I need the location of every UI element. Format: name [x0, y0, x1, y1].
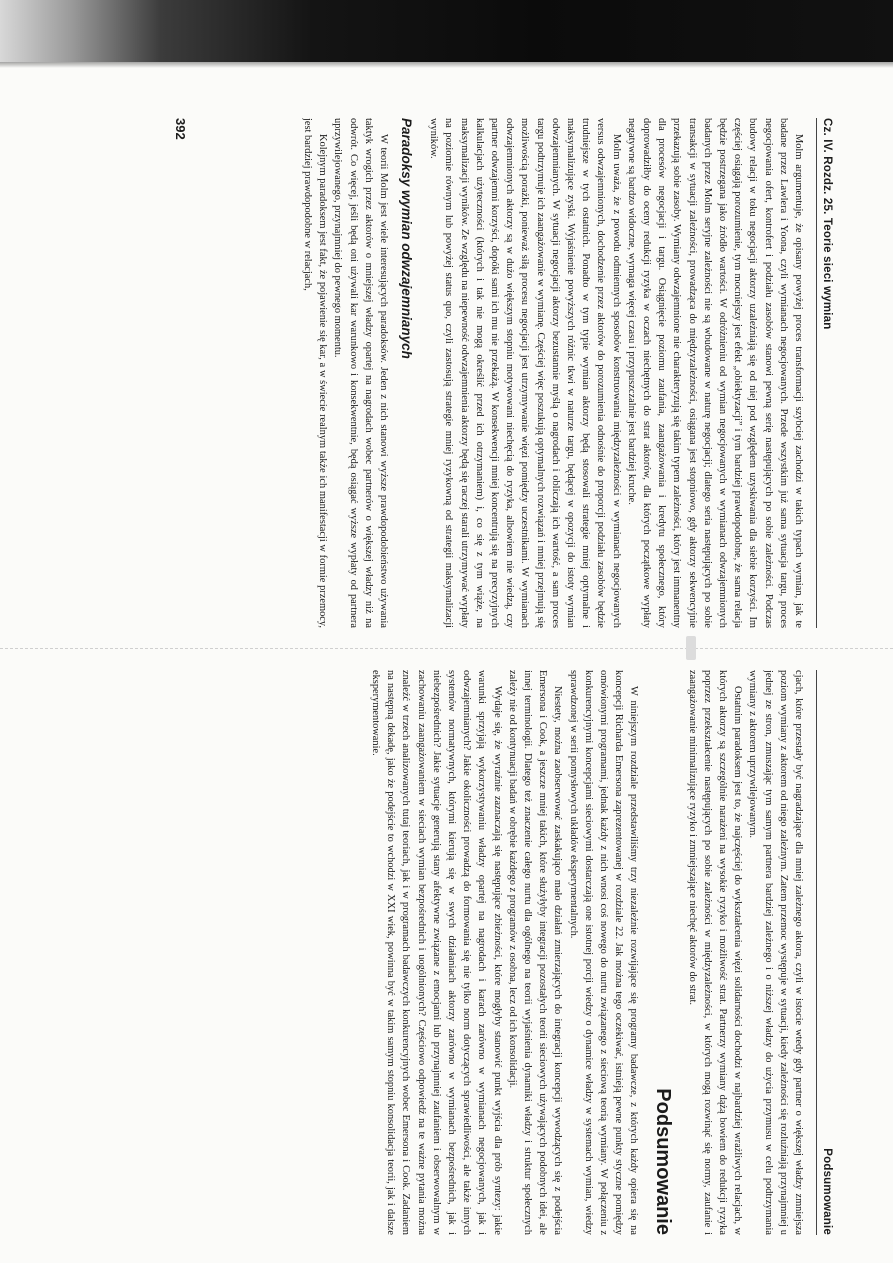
paragraph: Molm argumentuje, że opisany powyżej proces transformacji szybciej zachodzi w takich typach wymian, jak te badane przez Lawlera i Yoona, czyli wymianach negocjowanych. Przede wszystkim już sama sytuacja targu, proces negocjowania ofert, kontrofert i podziału zasobów stanowi pewną serię następujących po sobie zależności. Podczas budowy relacji w toku negocjacji aktorzy uzależniają się od niej pod względem uzyskiwania dla siebie korzyści. Im częściej osiągają porozumienie, tym mocniejszy jest efekt „obiektyzacji” i tym bardziej prawdopodobne, że sama relacja będzie postrzegana jako źródło wartości. W odróżnieniu od wymian negocjowanych w wymianach odwzajemnionych badanych przez Molm seryjne zależności nie są wbudowane w naturę negocjacji; dlatego seria następujących po sobie transakcji w sytuacji zależności, prowadząca do międzyzależności, osiągana jest stopniowo, gdy aktorzy sekwencyjnie przekazują sobie zasoby. Wymiany odwzajemnione nie charakteryzują się takim typem zależności, który jest immanentny dla procesów negocjacji i targu. Osiągnięcie poziomu zaufania, zaangażowania i kredytu społecznego, który doprowadziłby do oceny redukcji ryzyka w oczach niechętnych do strat aktorów, dla których początkowe wypłaty negatywne są bardzo widoczne, wymaga więcej czasu i przypuszczalnie jest bardziej kruche.: [625, 118, 804, 628]
page-number: 392: [173, 118, 188, 140]
paragraph: W niniejszym rozdziale przedstawiliśmy trzy niezależnie rozwijające się programy badawcze, z których każdy opiera się na koncepcji Richarda Emersona zaprezentowanej w rozdziale 22. Jak można tego oczekiwać, istnieją pewne punkty styczne pomiędzy omówionymi programami, jednak każdy z nich wnosi coś nowego do nurtu związanego z sieciową teorią wymiany. W połączeniu z konkurencyjnymi koncepcjami sieciowymi dostarczają one istotnej porcji wiedzy o dynamice władzy w systemach wymian, wiedzy sprawdzonej w serii pomysłowych układów eksperymentalnych.: [567, 670, 640, 1235]
running-head-right: Podsumowanie: [816, 670, 833, 1235]
paragraph: cjach, które przestały być nagradzające dla mniej zależnego aktora, czyli w istocie wtedy gdy partner o większej władzy zmniejsza poziom wymiany z aktorem od niego zależnym. Zatem przemoc występuje w sytuacji, kiedy zależności się rozluźniają przynajmniej u jednej ze stron, zmuszając tym samym partnera bardziej zależnego i o niższej władzy do użycia przymusu w celu podtrzymania wymiany z aktorem uprzywilejowanym.: [747, 670, 804, 1235]
paragraph: Molm uważa, że z powodu odmiennych sposobów konstruowania międzyzależności w wymianach negocjowanych versus odwzajemnionych, dochodzenie przez aktorów do porozumienia odnośnie do proporcji podziału zasobów będzie trudniejsze w tych ostatnich. Ponadto w tym typie wymian aktorzy będą stosowali strategie mniej optymalne i maksymalizujące zyski. Wyjaśnienie powyższych różnic tkwi w naturze targu, będącej w opozycji do istoty wymian odwzajemnianych. W sytuacji negocjacji aktorzy bezustannie myślą o nagrodach i obliczają ich wartość, a sam proces targu podtrzymuje ich zaangażowanie w wymianę. Częściej więc poszukują optymalnych rozwiązań i mniej przejmują się możliwością porażki, ponieważ siłą procesu negocjacji jest utrzymywanie więzi pomiędzy uczestnikami. W wymianach odwzajemnionych aktorzy są w dużo większym stopniu motywowani niechęcią do ryzyka, albowiem nie wiedzą, czy partner odwzajemni korzyści, dopóki sami ich mu nie przekażą. W konsekwencji mniej koncentrują się na precyzyjnych kalkulacjach użyteczności (których i tak nie mogą określić przed ich otrzymaniem) i, co się z tym wiąże, na maksymalizacji wyników. Ze względu na niepewność odwzajemnienia aktorzy będą się raczej starali utrzymywać wypłaty na poziomie równym lub powyżej status quo, czyli zastosują strategie mniej ryzykowną od strategii maksymalizacji wyników.: [428, 118, 622, 628]
paragraph: Niestety, można zaobserwować zaskakująco mało działań zmierzających do integracji koncepcji wywodzących się z podejścia Emersona i Cook, a jeszcze mniej takich, które służyłyby integracji pozostałych teorii sieciowych używających podobnych idei, ale innej terminologii. Dlatego też znaczenie całego nurtu dla ogólnego na teorii wyjaśnienia dynamiki władzy i struktur społecznych zależy nie od kontynuacji badań w obrębie każdego z programów z osobna, lecz od ich konsolidacji.: [506, 670, 564, 1235]
paragraph: Kolejnym paradoksem jest fakt, że pojawienie się kar, a w świecie realnym także ich manifestacji w formie przemocy, jest bardziej prawdopodobne w relacjach,: [301, 118, 329, 628]
paragraph: Wydaje się, że wyraźnie zaznaczają się następujące zbieżności, które mogłyby stanowić punkt wyjścia dla prób syntezy: jakie warunki sprzyjają wykorzystywaniu władzy opartej na nagrodach i karach zarówno w wymianach negocjowanych, jak i odwzajemnianych? Jakie okoliczności prowadzą do formowania się nie tylko norm dotyczących sprawiedliwości, ale także innych systemów normatywnych, którymi kierują się w swych działaniach aktorzy zarówno w wymianach bezpośrednich, jak i niebezpośrednich? Jakie sytuacje generują stany afektywne związane z emocjami lub przynajmniej zaufaniem i obserwowalnym w zachowaniu zaangażowaniem w sieciach wymian bezpośrednich i uogólnionych? Częściowo odpowiedź na te ważne pytania można znaleźć w trzech analizowanych tutaj teoriach, jak i w programach badawczych konkurencyjnych wobec Emersona i Cook. Zadaniem na następną dekadę, jako że podejście to wchodzi w XXI wiek, powinna być w takim samym stopniu konsolidacja teorii, jak i dalsze eksperymentowanie.: [369, 670, 503, 1235]
paragraph: W teorii Molm jest wiele interesujących paradoksów. Jeden z nich stanowi wyższe prawdopodobieństwo używania taktyk wrogich przez aktorów o mniejszej władzy opartej na nagrodach wobec partnerów o większej władzy niż na odwrót. Co więcej, jeśli będą oni używali kar warunkowo i konsekwentnie, będą osiągać wyższe wypłaty od partnera uprzywilejowanego, przynajmniej do pewnego momentu.: [332, 118, 389, 628]
right-page: [98, 670, 833, 1235]
binding-mark: [686, 636, 696, 660]
page-gutter: [0, 648, 893, 649]
section-heading-paradoxes: Paradoksy wymian odwzajemnianych: [398, 118, 414, 359]
scanner-shadow: [0, 0, 893, 62]
left-page-body: [246, 118, 806, 628]
left-page: [173, 118, 833, 628]
paragraph: Ostatnim paradoksem jest to, że najczęściej do wykształcenia więzi solidarności dochodzi w najbardziej wrażliwych relacjach, w których aktorzy są szczególnie narażeni na wysokie ryzyko i możliwość strat. Partnerzy wymiany dążą bowiem do redukcji ryzyka poprzez przekształcenie następujących po sobie zależności w międzyzależności, w których mogą rozwinąć się normy, zaufanie i zaangażowanie minimalizujące ryzyko i zmniejszające niechęć aktorów do strat.: [686, 670, 744, 1235]
right-page-body: [368, 670, 806, 1235]
section-heading-summary: Podsumowanie: [652, 1088, 675, 1235]
running-head-left: Cz. IV. Rozdz. 25. Teorie sieci wymian: [816, 118, 833, 628]
